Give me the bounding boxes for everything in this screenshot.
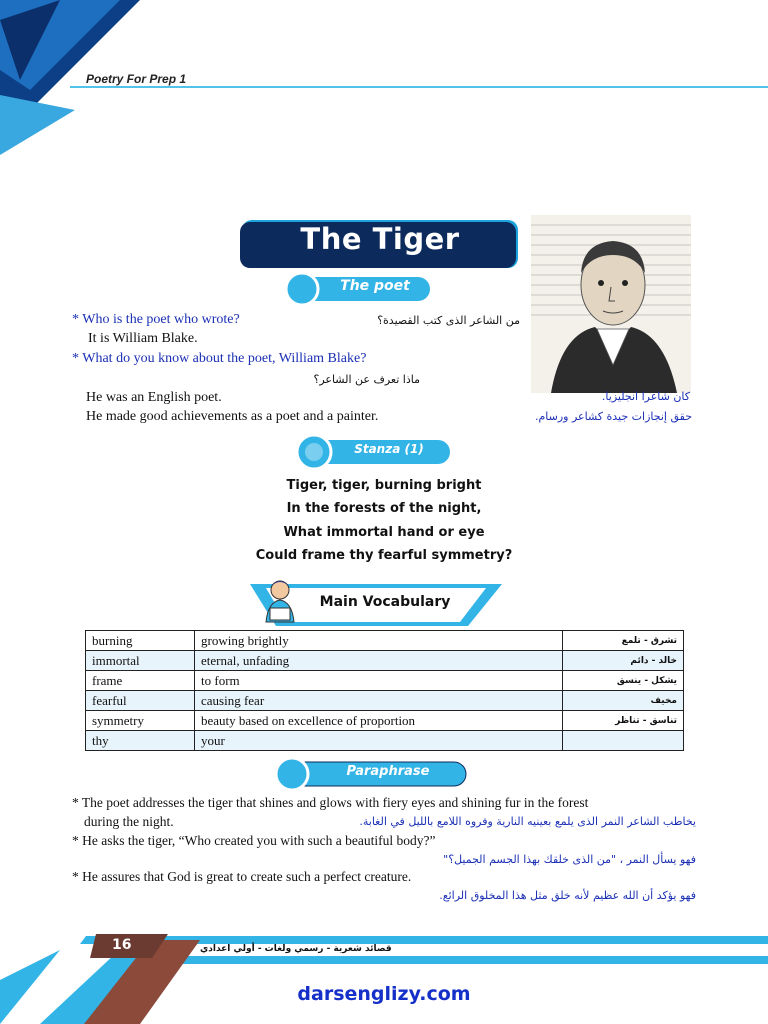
website-link[interactable]: darsenglizy.com (297, 983, 471, 1005)
vocab-word: thy (86, 731, 195, 751)
vocab-arabic: تشرق - تلمع (562, 631, 683, 651)
vocab-arabic: خالد - دائم (562, 651, 683, 671)
poet-answer-2: He was an English poet. (86, 390, 222, 405)
poet-answer-1: It is William Blake. (88, 331, 198, 346)
header-divider (70, 86, 768, 88)
vocab-word: symmetry (86, 711, 195, 731)
stanza-line-1: Tiger, tiger, burning bright (286, 478, 482, 493)
table-row (86, 651, 684, 671)
paraphrase-1: * The poet addresses the tiger that shines and glows with fiery eyes and shining fur in the forest (72, 795, 589, 810)
paraphrase-1-arabic: يخاطب الشاعر النمر الذى يلمع بعينيه النارية وفروه اللامع بالليل في الغابة. (359, 815, 696, 828)
paraphrase-1-cont: during the night. (84, 814, 174, 829)
poet-question-1-arabic: من الشاعر الذى كتب القصيدة؟ (377, 314, 520, 327)
header-title: Poetry For Prep 1 (86, 72, 187, 86)
vocab-word: immortal (86, 651, 195, 671)
poet-answer-3-arabic: حقق إنجازات جيدة كشاعر ورسام. (534, 410, 692, 423)
vocab-meaning: your (195, 731, 563, 751)
table-row (86, 691, 684, 711)
vocab-arabic: يشكل - ينسق (562, 671, 683, 691)
stanza-line-2: In the forests of the night, (286, 501, 482, 516)
table-row (86, 711, 684, 731)
poet-answer-3: He made good achievements as a poet and a painter. (86, 409, 379, 424)
vocab-meaning: eternal, unfading (195, 651, 563, 671)
page-title: The Tiger (300, 222, 460, 256)
vocab-arabic: مخيف (562, 691, 683, 711)
table-row (86, 631, 684, 651)
paraphrase-2-arabic: فهو يسأل النمر ، "من الذى خلقك بهذا الجسم الجميل؟" (443, 853, 696, 866)
vocab-meaning: growing brightly (195, 631, 563, 651)
poet-question-1: * Who is the poet who wrote? (72, 312, 240, 327)
vocab-word: frame (86, 671, 195, 691)
section-label-vocab: Main Vocabulary (319, 594, 451, 610)
vocab-arabic (562, 731, 683, 751)
section-label-poet: The poet (340, 278, 410, 294)
section-label-paraphrase: Paraphrase (346, 764, 430, 779)
section-label-stanza: Stanza (1) (354, 442, 424, 456)
paraphrase-3: * He assures that God is great to create such a perfect creature. (72, 869, 412, 884)
paraphrase-2: * He asks the tiger, “Who created you with such a beautiful body?” (72, 833, 436, 848)
page-number: 16 (112, 937, 132, 953)
poet-question-2-arabic: ماذا تعرف عن الشاعر؟ (313, 373, 420, 386)
vocab-meaning: beauty based on excellence of proportion (195, 711, 563, 731)
vocab-arabic: تناسق - تناظر (562, 711, 683, 731)
vocab-meaning: causing fear (195, 691, 563, 711)
table-row (86, 671, 684, 691)
footer-series-title: قصائد شعرية - رسمي ولغات - أولي اعدادي (200, 944, 392, 954)
william-blake-portrait (531, 215, 691, 393)
stanza-line-3: What immortal hand or eye (283, 525, 485, 540)
poet-answer-2-arabic: كان شاعرا انجليزيا. (601, 390, 690, 403)
vocab-meaning: to form (195, 671, 563, 691)
vocab-table (85, 630, 684, 751)
table-row (86, 731, 684, 751)
poet-question-2: * What do you know about the poet, William Blake? (72, 351, 367, 366)
vocab-word: burning (86, 631, 195, 651)
paraphrase-3-arabic: فهو يؤكد أن الله عظيم لأنه خلق مثل هذا المخلوق الرائع. (439, 889, 696, 902)
stanza-line-4: Could frame thy fearful symmetry? (255, 548, 513, 563)
vocab-word: fearful (86, 691, 195, 711)
student-icon (258, 576, 302, 624)
